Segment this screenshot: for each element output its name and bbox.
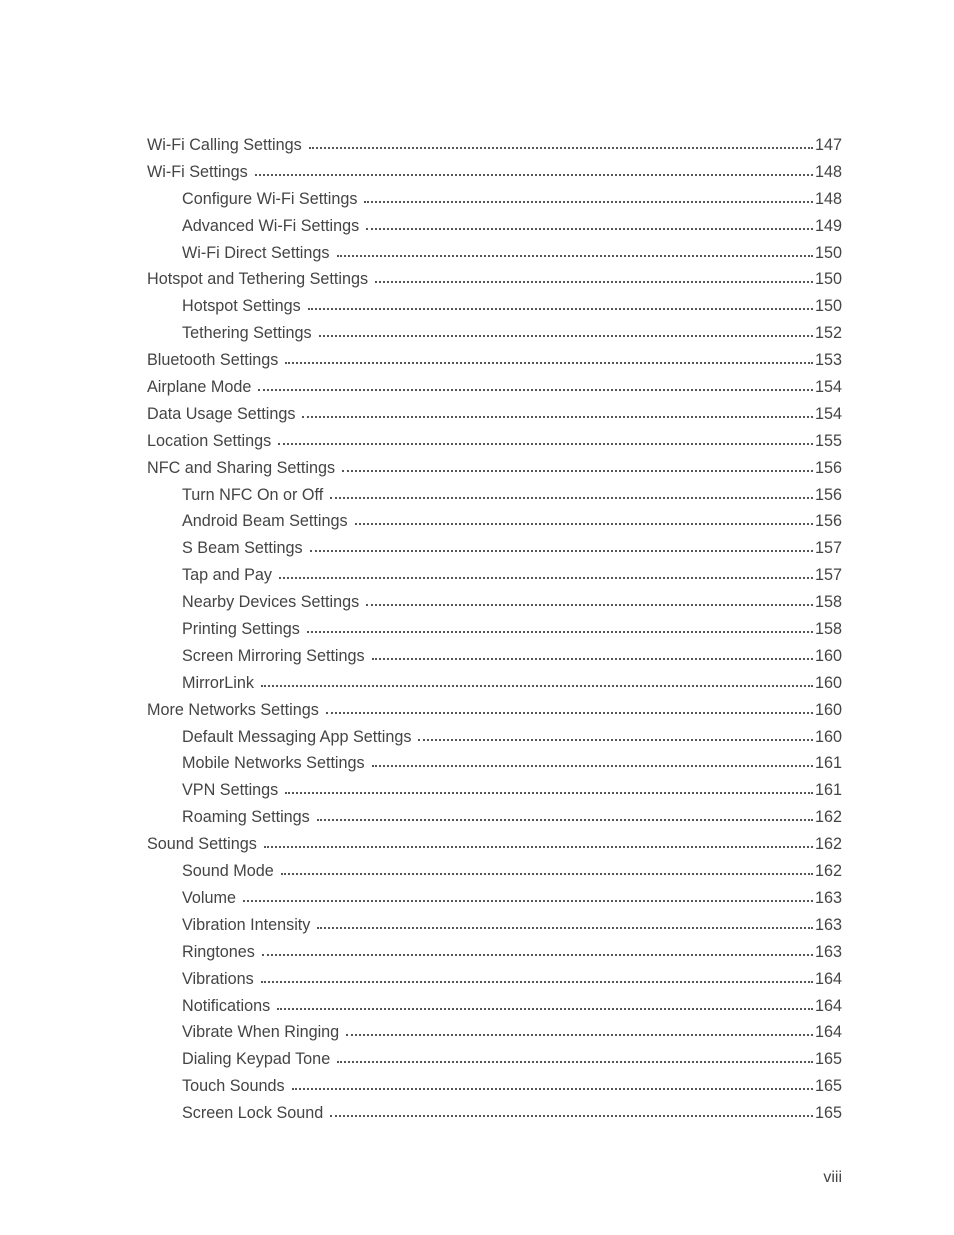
toc-entry-page-number: 154 (814, 404, 842, 423)
dot-leader (261, 980, 813, 983)
toc-entry[interactable] (147, 159, 842, 186)
toc-entry-title: Sound Settings (147, 835, 257, 854)
toc-entry-page-number: 160 (814, 727, 842, 746)
toc-entry-title: More Networks Settings (147, 700, 319, 719)
toc-entry-title: VPN Settings (182, 781, 279, 800)
table-of-contents (147, 132, 842, 1127)
toc-entry[interactable] (147, 1073, 842, 1100)
toc-entry-page-number: 156 (814, 458, 842, 477)
toc-entry-page-number: 161 (814, 781, 842, 800)
dot-leader (372, 657, 813, 660)
toc-entry-title: Default Messaging App Settings (182, 727, 412, 746)
toc-entry-page-number: 147 (814, 136, 842, 154)
dot-leader (355, 522, 813, 525)
toc-entry-title: Turn NFC On or Off (182, 485, 324, 504)
toc-entry-page-number: 150 (814, 270, 842, 289)
dot-leader (346, 1033, 813, 1036)
toc-entry-title: Tethering Settings (182, 324, 312, 343)
toc-entry-page-number: 160 (814, 646, 842, 665)
dot-leader (277, 1007, 813, 1010)
toc-entry[interactable] (147, 1019, 842, 1046)
toc-entry-page-number: 153 (814, 351, 842, 370)
dot-leader (285, 361, 813, 364)
dot-leader (281, 872, 813, 875)
toc-entry-title: NFC and Sharing Settings (147, 458, 336, 477)
toc-entry-page-number: 161 (814, 754, 842, 773)
toc-entry[interactable] (147, 831, 842, 858)
toc-entry-page-number: 148 (814, 189, 842, 208)
toc-entry[interactable] (147, 1046, 842, 1073)
toc-entry-title: Airplane Mode (147, 378, 252, 397)
dot-leader (302, 415, 813, 418)
toc-entry[interactable] (147, 616, 842, 643)
toc-entry-title: Wi-Fi Settings (147, 162, 248, 181)
toc-entry[interactable] (147, 589, 842, 616)
dot-leader (372, 764, 813, 767)
toc-entry-page-number: 163 (814, 942, 842, 961)
dot-leader (278, 442, 813, 445)
toc-entry-title: Printing Settings (182, 620, 300, 639)
toc-entry-title: Advanced Wi-Fi Settings (182, 216, 360, 235)
dot-leader (418, 738, 813, 741)
toc-entry-page-number: 160 (814, 700, 842, 719)
toc-entry[interactable] (147, 912, 842, 939)
toc-entry-page-number: 157 (814, 539, 842, 558)
toc-entry[interactable] (147, 428, 842, 455)
dot-leader (285, 791, 813, 794)
toc-entry-page-number: 163 (814, 915, 842, 934)
toc-entry[interactable] (147, 455, 842, 482)
toc-entry-title: Vibration Intensity (182, 915, 311, 934)
toc-entry[interactable] (147, 320, 842, 347)
toc-entry-title: Bluetooth Settings (147, 351, 279, 370)
dot-leader (258, 388, 813, 391)
toc-entry-page-number: 162 (814, 835, 842, 854)
toc-entry-title: Wi-Fi Direct Settings (182, 243, 330, 262)
dot-leader (366, 603, 813, 606)
toc-entry-title: Hotspot Settings (182, 297, 301, 316)
toc-entry-title: Tap and Pay (182, 566, 272, 585)
dot-leader (337, 1060, 813, 1063)
toc-entry-page-number: 165 (814, 1077, 842, 1096)
dot-leader (330, 1114, 813, 1117)
toc-entry-title: Configure Wi-Fi Settings (182, 189, 358, 208)
toc-entry-page-number: 158 (814, 620, 842, 639)
toc-entry[interactable] (147, 858, 842, 885)
dot-leader (262, 953, 813, 956)
toc-entry-page-number: 152 (814, 324, 842, 343)
toc-entry-title: Touch Sounds (182, 1077, 285, 1096)
toc-entry-page-number: 164 (814, 1023, 842, 1042)
toc-entry[interactable] (147, 670, 842, 697)
toc-entry[interactable] (147, 939, 842, 966)
dot-leader (307, 630, 813, 633)
toc-entry[interactable] (147, 724, 842, 751)
dot-leader (292, 1087, 813, 1090)
toc-entry[interactable] (147, 697, 842, 724)
toc-entry-page-number: 160 (814, 673, 842, 692)
toc-entry-page-number: 154 (814, 378, 842, 397)
toc-entry[interactable] (147, 347, 842, 374)
toc-entry-title: Sound Mode (182, 862, 274, 881)
dot-leader (337, 254, 813, 257)
toc-entry[interactable] (147, 885, 842, 912)
toc-entry[interactable] (147, 535, 842, 562)
dot-leader (261, 684, 813, 687)
toc-entry[interactable] (147, 508, 842, 535)
toc-entry-title: Android Beam Settings (182, 512, 348, 531)
dot-leader (279, 576, 813, 579)
dot-leader (330, 496, 813, 499)
toc-entry[interactable] (147, 213, 842, 240)
toc-entry-page-number: 156 (814, 485, 842, 504)
toc-entry-title: Hotspot and Tethering Settings (147, 270, 369, 289)
toc-entry-title: Wi-Fi Calling Settings (147, 136, 302, 154)
toc-entry-page-number: 150 (814, 243, 842, 262)
toc-entry-title: Screen Mirroring Settings (182, 646, 365, 665)
toc-entry-page-number: 164 (814, 969, 842, 988)
toc-entry-page-number: 155 (814, 431, 842, 450)
toc-entry-title: Notifications (182, 996, 271, 1015)
toc-entry[interactable] (147, 240, 842, 267)
toc-entry[interactable] (147, 777, 842, 804)
toc-entry-title: MirrorLink (182, 673, 254, 692)
toc-entry[interactable] (147, 643, 842, 670)
dot-leader (364, 200, 813, 203)
dot-leader (317, 926, 813, 929)
toc-entry-title: Vibrations (182, 969, 254, 988)
toc-entry-title: Mobile Networks Settings (182, 754, 365, 773)
toc-entry-page-number: 158 (814, 593, 842, 612)
dot-leader (375, 280, 813, 283)
dot-leader (342, 469, 813, 472)
toc-entry[interactable] (147, 804, 842, 831)
toc-entry[interactable] (147, 266, 842, 293)
toc-entry-title: Roaming Settings (182, 808, 310, 827)
toc-entry-title: Volume (182, 888, 236, 907)
toc-entry[interactable] (147, 1100, 842, 1127)
toc-entry[interactable] (147, 993, 842, 1020)
dot-leader (264, 845, 813, 848)
toc-entry[interactable] (147, 482, 842, 509)
toc-entry-page-number: 149 (814, 216, 842, 235)
toc-entry-title: Data Usage Settings (147, 404, 296, 423)
toc-entry-title: Dialing Keypad Tone (182, 1050, 331, 1069)
toc-entry-page-number: 162 (814, 808, 842, 827)
toc-entry[interactable] (147, 750, 842, 777)
toc-entry[interactable] (147, 186, 842, 213)
dot-leader (308, 307, 813, 310)
toc-entry[interactable] (147, 132, 842, 159)
dot-leader (366, 227, 813, 230)
toc-entry-title: Screen Lock Sound (182, 1104, 324, 1123)
toc-entry-page-number: 156 (814, 512, 842, 531)
toc-entry-title: S Beam Settings (182, 539, 303, 558)
toc-entry-page-number: 164 (814, 996, 842, 1015)
toc-entry[interactable] (147, 562, 842, 589)
dot-leader (243, 899, 813, 902)
toc-entry-title: Nearby Devices Settings (182, 593, 360, 612)
dot-leader (255, 173, 813, 176)
toc-entry-title: Location Settings (147, 431, 272, 450)
dot-leader (326, 711, 813, 714)
toc-entry[interactable] (147, 293, 842, 320)
toc-entry[interactable] (147, 374, 842, 401)
toc-entry-title: Vibrate When Ringing (182, 1023, 340, 1042)
toc-entry[interactable] (147, 401, 842, 428)
toc-entry[interactable] (147, 966, 842, 993)
page-number: viii (823, 1169, 842, 1186)
dot-leader (317, 818, 813, 821)
dot-leader (309, 146, 813, 149)
toc-entry-page-number: 165 (814, 1104, 842, 1123)
toc-entry-page-number: 165 (814, 1050, 842, 1069)
toc-entry-page-number: 163 (814, 888, 842, 907)
toc-entry-page-number: 162 (814, 862, 842, 881)
dot-leader (319, 334, 813, 337)
toc-entry-page-number: 148 (814, 162, 842, 181)
dot-leader (310, 549, 813, 552)
toc-entry-title: Ringtones (182, 942, 255, 961)
toc-entry-page-number: 150 (814, 297, 842, 316)
toc-entry-page-number: 157 (814, 566, 842, 585)
